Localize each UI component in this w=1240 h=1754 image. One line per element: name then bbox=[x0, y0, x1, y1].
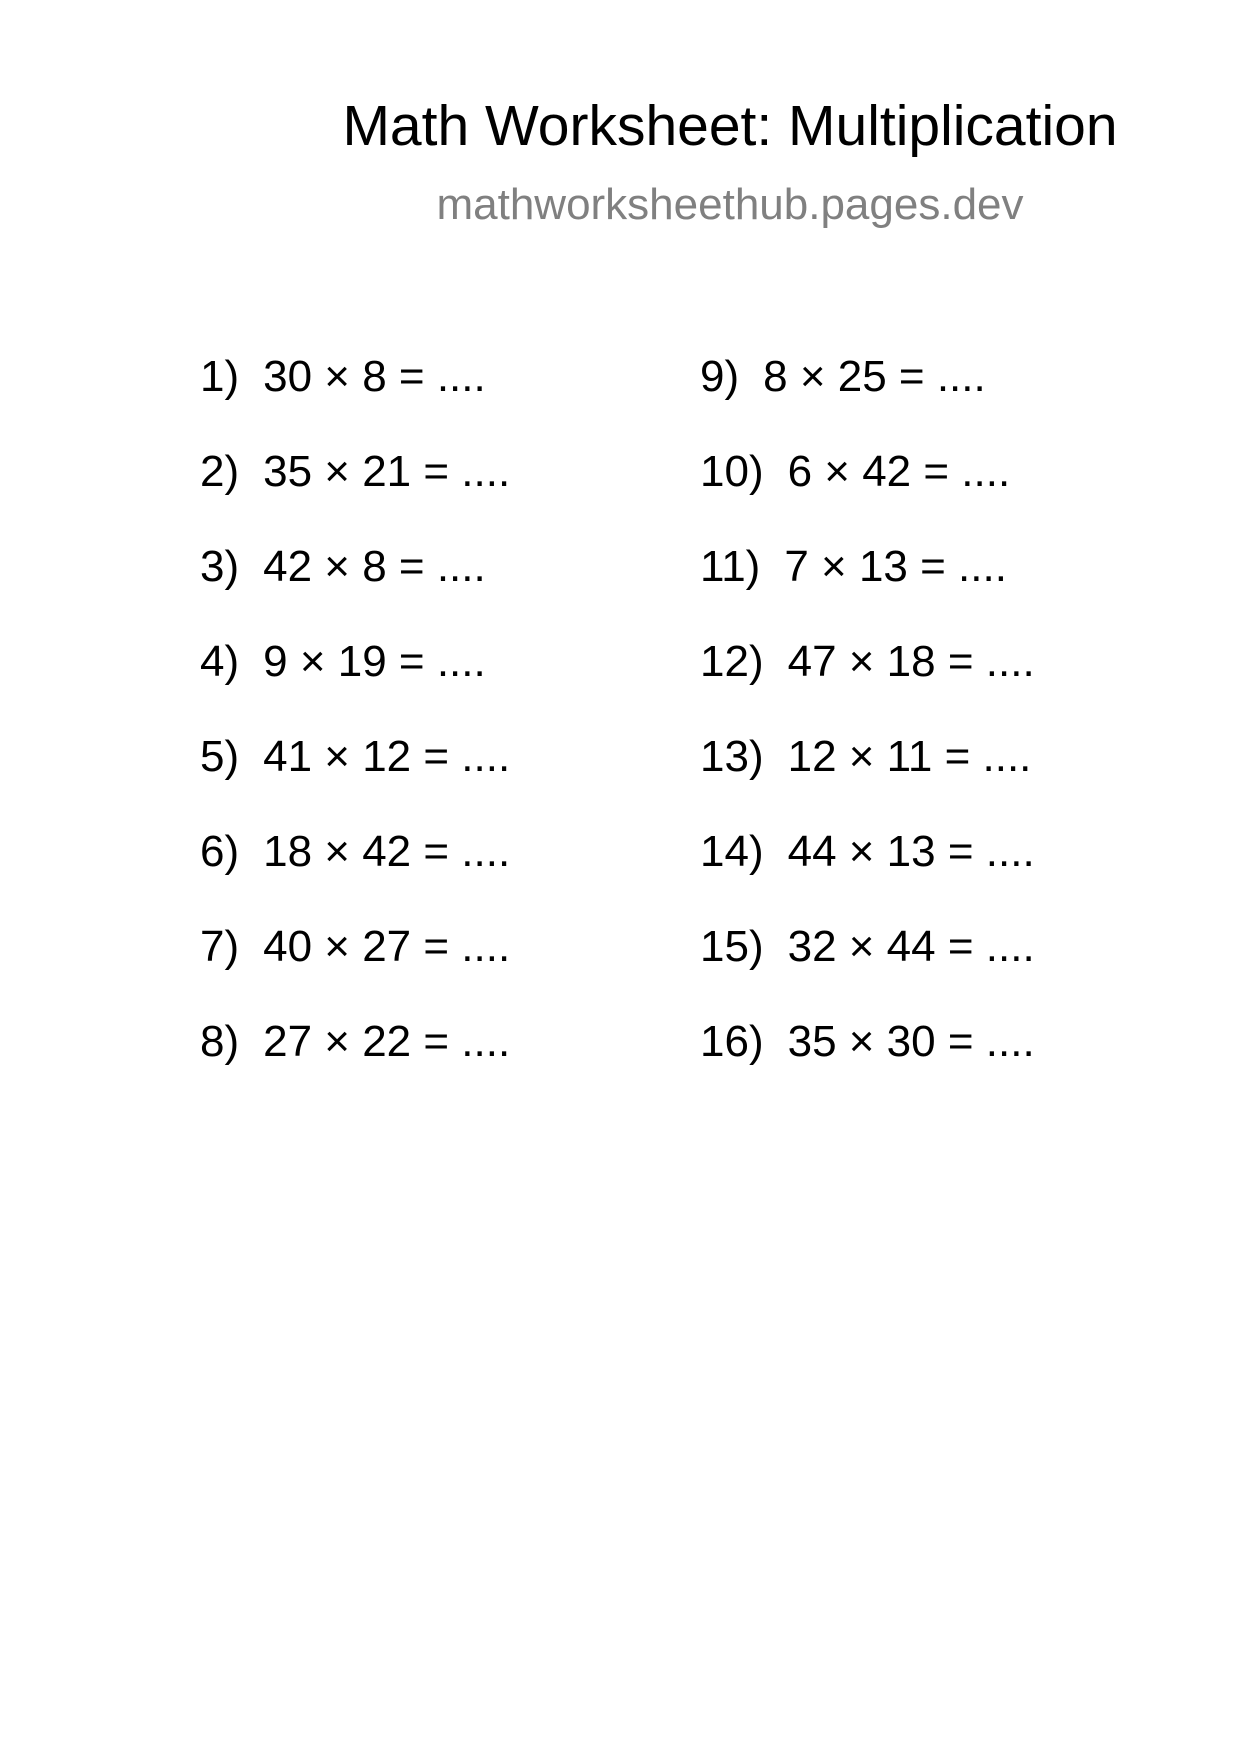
problem-15 bbox=[700, 922, 1035, 1020]
problem-number: 10) bbox=[700, 447, 764, 496]
problem-number: 4) bbox=[200, 637, 240, 686]
problem-expression: 44 × 13 = .... bbox=[787, 827, 1035, 876]
problem-number: 8) bbox=[200, 1017, 240, 1066]
problem-number: 2) bbox=[200, 447, 240, 496]
problem-expression: 32 × 44 = .... bbox=[787, 922, 1035, 971]
problem-5 bbox=[200, 732, 511, 830]
problem-number: 3) bbox=[200, 542, 240, 591]
problem-14 bbox=[700, 827, 1035, 925]
problem-expression: 35 × 21 = .... bbox=[263, 447, 511, 496]
problem-16 bbox=[700, 1017, 1035, 1115]
page-title: Math Worksheet: Multiplication bbox=[342, 94, 1118, 158]
problem-expression: 18 × 42 = .... bbox=[263, 827, 511, 876]
problem-number: 1) bbox=[200, 352, 240, 401]
problem-number: 11) bbox=[700, 542, 761, 591]
problem-13 bbox=[700, 732, 1035, 830]
problem-expression: 27 × 22 = .... bbox=[263, 1017, 511, 1066]
problem-number: 14) bbox=[700, 827, 764, 876]
problem-8 bbox=[200, 1017, 511, 1115]
problem-6 bbox=[200, 827, 511, 925]
problem-expression: 9 × 19 = .... bbox=[263, 637, 486, 686]
problem-expression: 6 × 42 = .... bbox=[787, 447, 1011, 496]
problem-number: 9) bbox=[700, 352, 740, 401]
problem-expression: 8 × 25 = .... bbox=[763, 352, 986, 401]
problem-11 bbox=[700, 542, 1035, 640]
problem-expression: 35 × 30 = .... bbox=[787, 1017, 1035, 1066]
problem-expression: 30 × 8 = .... bbox=[263, 352, 486, 401]
problem-2 bbox=[200, 447, 511, 545]
problem-expression: 42 × 8 = .... bbox=[263, 542, 486, 591]
problem-3 bbox=[200, 542, 510, 640]
problem-expression: 47 × 18 = .... bbox=[787, 637, 1035, 686]
page-subtitle: mathworksheethub.pages.dev bbox=[436, 180, 1024, 229]
problem-expression: 41 × 12 = .... bbox=[263, 732, 511, 781]
problem-column-left bbox=[200, 352, 511, 1115]
problem-column-right bbox=[700, 352, 1035, 1115]
problem-12 bbox=[700, 637, 1035, 735]
problem-7 bbox=[200, 922, 511, 1020]
problem-number: 16) bbox=[700, 1017, 764, 1066]
problem-number: 7) bbox=[200, 922, 240, 971]
problem-9 bbox=[700, 352, 1035, 450]
problem-expression: 40 × 27 = .... bbox=[263, 922, 511, 971]
problem-number: 13) bbox=[700, 732, 764, 781]
problem-number: 6) bbox=[200, 827, 240, 876]
problem-1 bbox=[200, 352, 510, 450]
problem-number: 5) bbox=[200, 732, 240, 781]
problem-number: 15) bbox=[700, 922, 764, 971]
problem-expression: 7 × 13 = .... bbox=[784, 542, 1007, 591]
problem-expression: 12 × 11 = .... bbox=[787, 732, 1032, 781]
problem-10 bbox=[700, 447, 1035, 545]
problem-number: 12) bbox=[700, 637, 764, 686]
problem-4 bbox=[200, 637, 510, 735]
